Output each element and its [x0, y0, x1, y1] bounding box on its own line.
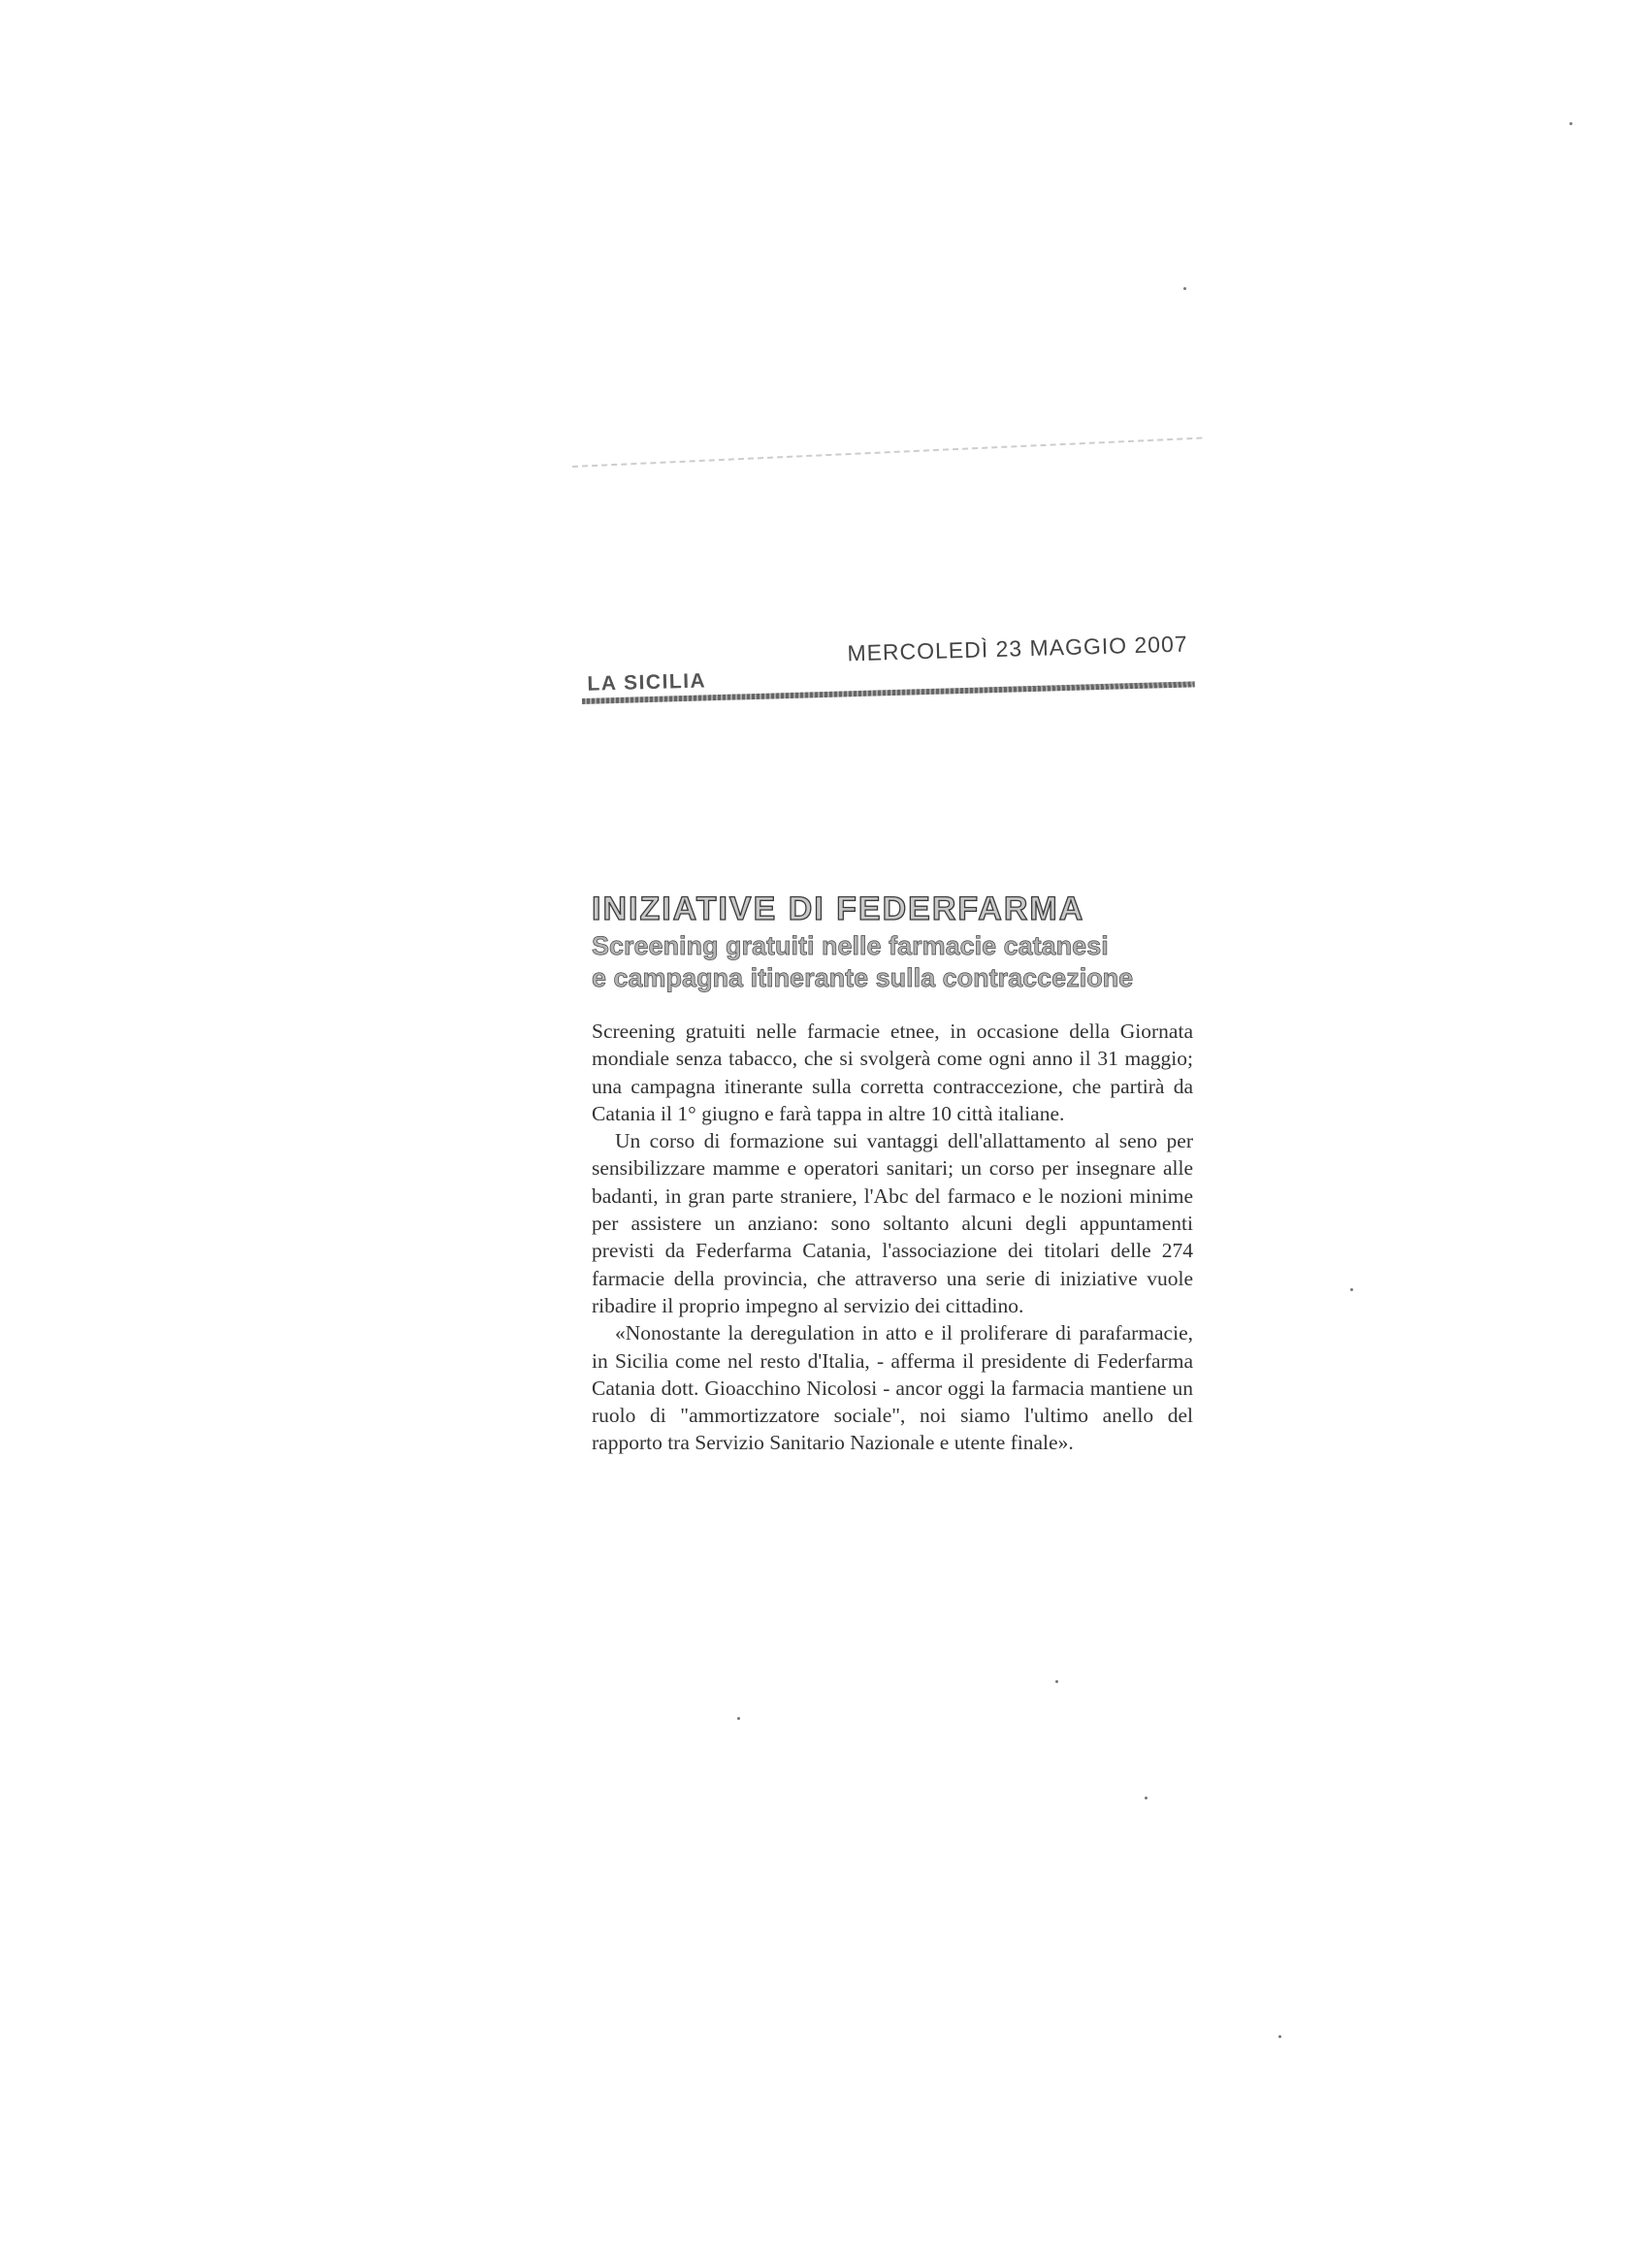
article-headline — [592, 930, 1193, 994]
headline-line-1: Screening gratuiti nelle farmacie catanesi — [592, 931, 1109, 960]
scan-speck — [1278, 2035, 1281, 2038]
scan-speck — [1569, 122, 1572, 125]
scan-speck — [1055, 1680, 1058, 1683]
news-article — [592, 891, 1193, 1457]
newspaper-name: LA SICILIA — [587, 669, 707, 696]
scan-speck — [1183, 287, 1186, 290]
newspaper-masthead — [580, 615, 1195, 700]
headline-line-2: e campagna itinerante sulla contraccezione — [592, 963, 1134, 992]
scan-speck — [1350, 1288, 1353, 1291]
scan-speck — [1145, 1797, 1148, 1799]
article-body — [592, 1018, 1193, 1457]
article-paragraph-1: Screening gratuiti nelle farmacie etnee, in occasione della Giornata mondiale senza tabacco, che si svolgerà come ogni anno il 31 maggio; una campagna itinerante sulla corretta contraccezione, che partirà da Catania il 1° giugno e farà tappa in altre 10 città italiane. — [592, 1020, 1193, 1125]
article-paragraph-2: Un corso di formazione sui vantaggi dell'allattamento al seno per sensibilizzare mamme e operatori sanitari; un corso per insegnare alle badanti, in gran parte straniere, l'Abc del farmaco e le nozioni minime per assistere un anziano: sono soltanto alcuni degli appuntamenti previsti da Federfarma Catania, l'associazione dei titolari delle 274 farmacie della provincia, che attraverso una serie di iniziative vuole ribadire il proprio impegno al servizio dei cittadino. — [592, 1129, 1193, 1317]
scan-speck — [737, 1717, 740, 1720]
scan-artifact-line — [572, 437, 1202, 468]
article-paragraph-3: «Nonostante la deregulation in atto e il proliferare di parafarmacie, in Sicilia come nel resto d'Italia, - afferma il presidente di Federfarma Catania dott. Gioacchino Nicolosi - ancor oggi la farmacia mantiene un ruolo di "ammortizzatore sociale", noi siamo l'ultimo anello del rapporto tra Servizio Sanitario Nazionale e utente finale». — [592, 1321, 1193, 1455]
article-kicker: INIZIATIVE DI FEDERFARMA — [592, 891, 1085, 927]
publication-date: MERCOLEDÌ 23 MAGGIO 2007 — [847, 631, 1188, 666]
